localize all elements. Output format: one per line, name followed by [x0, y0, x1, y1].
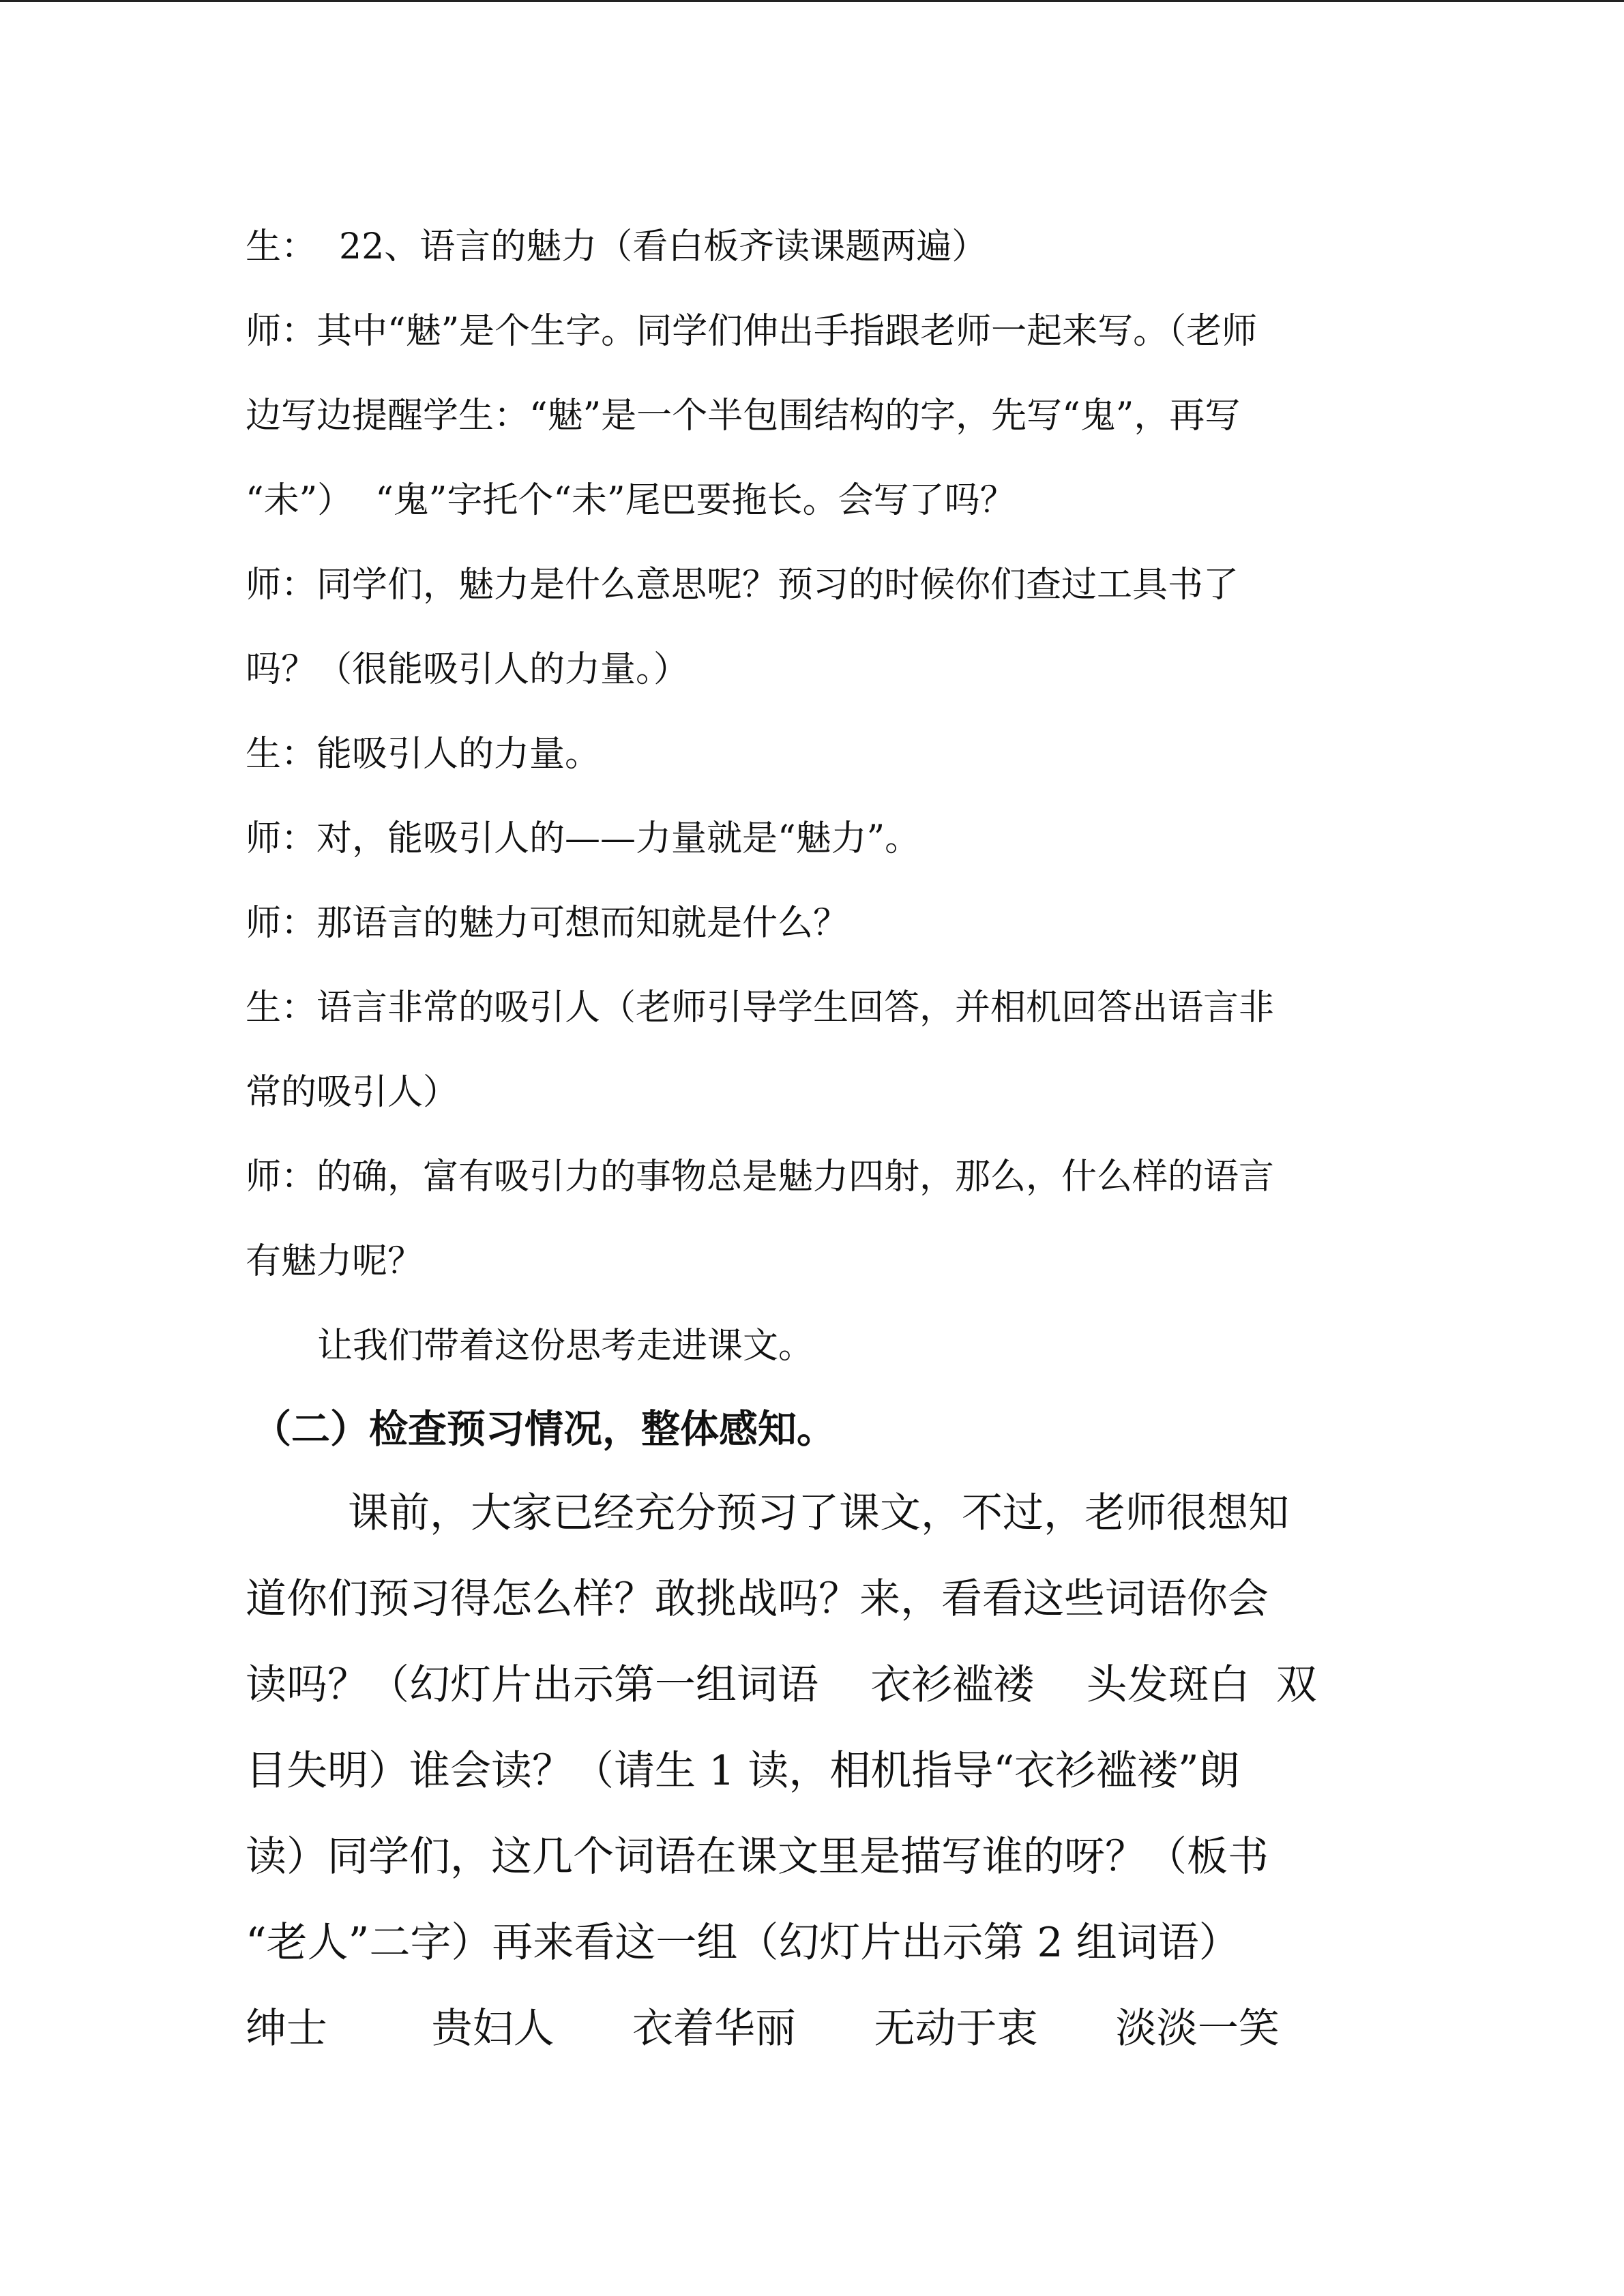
- section-body-line: 读）同学们，这几个词语在课文里是描写谁的呀？（板书: [246, 1833, 1269, 1881]
- dialogue-line: 生：语言非常的吸引人（老师引导学生回答，并相机回答出语言非: [246, 987, 1275, 1028]
- section-body-line: 道你们预习得怎么样？敢挑战吗？来，看看这些词语你会: [246, 1575, 1269, 1623]
- section-body-line: 课前，大家已经充分预习了课文，不过，老师很想知: [348, 1489, 1289, 1537]
- dialogue-line: 吗？（很能吸引人的力量。）: [246, 649, 690, 690]
- dialogue-line: 师：那语言的魅力可想而知就是什么？: [246, 903, 849, 944]
- top-border-rule: [0, 0, 1624, 2]
- section-body-line: 目失明）谁会读？（请生 1 读，相机指导“衣衫褴褛”朗: [246, 1747, 1240, 1795]
- dialogue-line: 师：同学们，魅力是什么意思呢？预习的时候你们查过工具书了: [246, 565, 1239, 606]
- section-body-line: 读吗？（幻灯片出示第一组词语 衣衫褴褛 头发斑白 双: [246, 1661, 1317, 1709]
- transition-sentence: 让我们带着这份思考走进课文。: [317, 1326, 814, 1367]
- dialogue-line: “未”） “鬼”字托个“未”尾巴要拖长。会写了吗？: [246, 480, 1016, 521]
- dialogue-line: 师：其中“魅”是个生字。同学们伸出手指跟老师一起来写。（老师: [246, 311, 1258, 352]
- dialogue-line: 有魅力呢？: [246, 1241, 424, 1282]
- section-heading: （二）检查预习情况，整体感知。: [252, 1407, 836, 1452]
- section-body-line: “老人”二字）再来看这一组（幻灯片出示第 2 组词语）: [246, 1919, 1240, 1967]
- dialogue-line: 师：对，能吸引人的——力量就是“魅力”。: [246, 818, 921, 859]
- dialogue-line: 生： 22、语言的魅力（看白板齐读课题两遍）: [246, 226, 988, 267]
- dialogue-line: 生：能吸引人的力量。: [246, 734, 601, 775]
- dialogue-line: 边写边提醒学生：“魅”是一个半包围结构的字，先写“鬼”，再写: [246, 396, 1241, 436]
- document-page: [246, 205, 1385, 2072]
- vocabulary-list-line: 绅士 贵妇人 衣着华丽 无动于衷 淡淡一笑: [246, 2005, 1280, 2053]
- dialogue-line: 师：的确，富有吸引力的事物总是魅力四射，那么，什么样的语言: [246, 1157, 1275, 1197]
- dialogue-line: 常的吸引人）: [246, 1072, 459, 1113]
